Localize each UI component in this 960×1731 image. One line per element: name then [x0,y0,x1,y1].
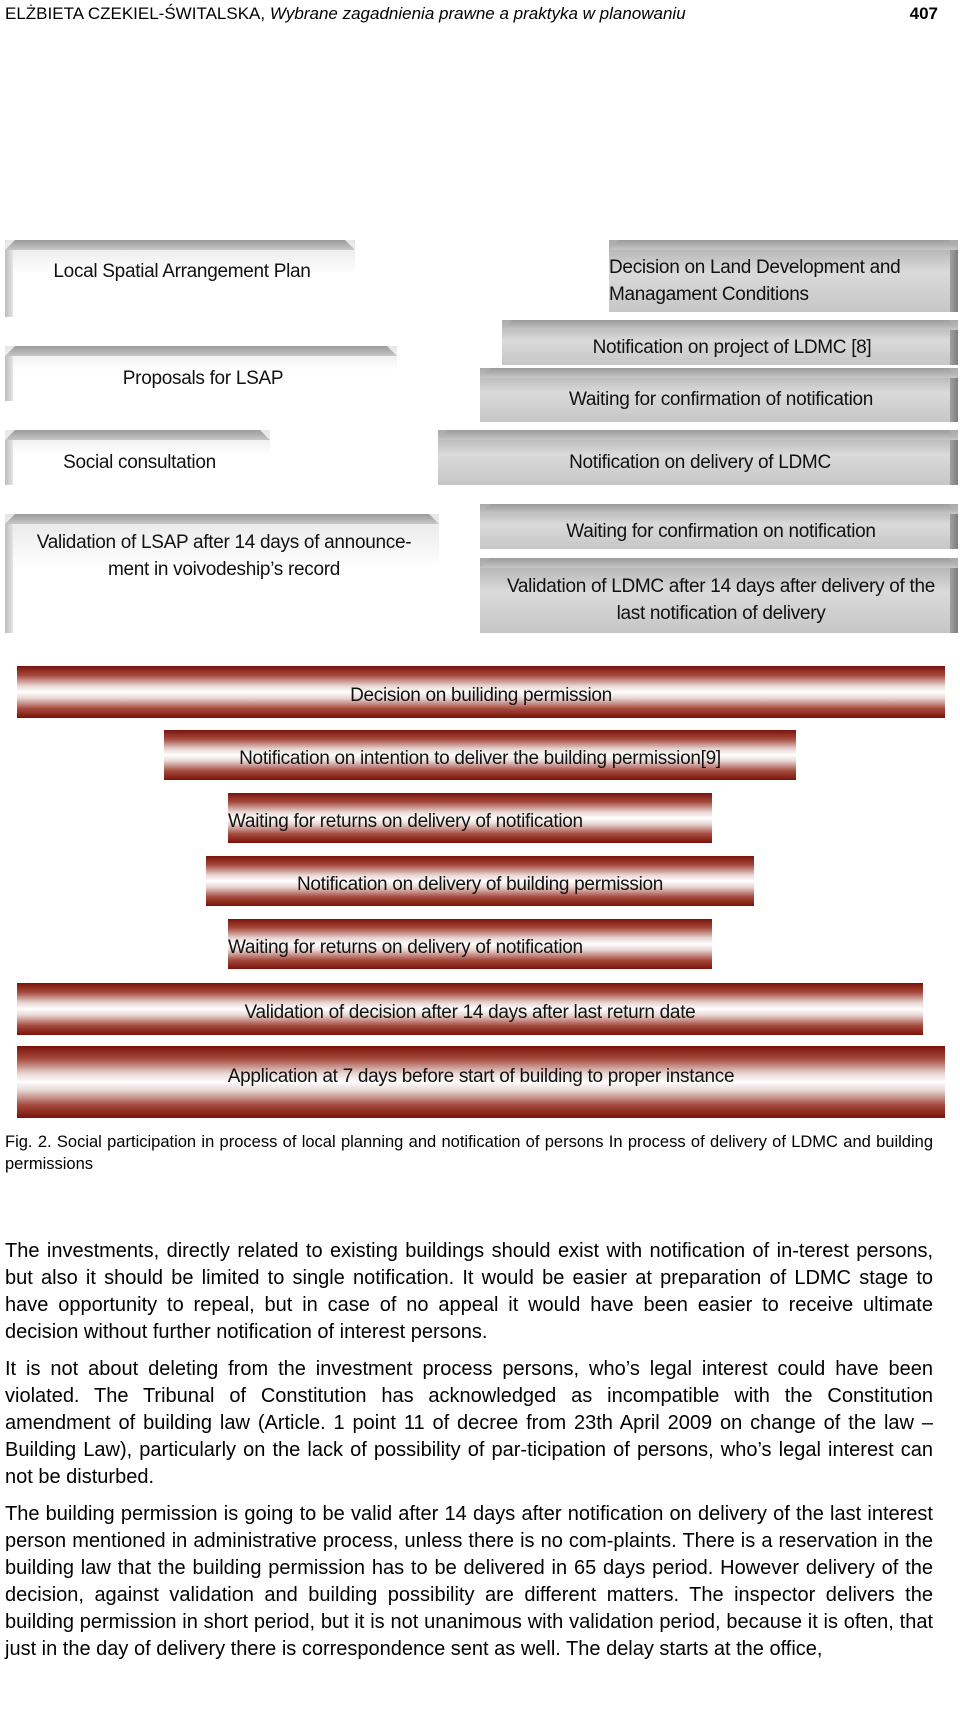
body-text [5,1238,933,1673]
building-step-delivery-notification: Notification on delivery of building permission [206,856,754,906]
author-name: ELŻBIETA CZEKIEL-ŚWITALSKA, [5,4,266,23]
paragraph: The investments, directly related to existing buildings should exist with notification of in-terest persons, but also it should be limited to single notification. It would be easier at preparation of LDMC stage to have opportunity to repeal, but in case of no appeal it would have been easier to receive ultimate decision without further notification of interest persons. [5,1240,933,1343]
ldmc-step-waiting-confirmation: Waiting for confirmation of notification [480,368,958,422]
lsap-step-validation: Validation of LSAP after 14 days of announce-ment in voivodeship’s record [5,514,439,633]
building-step-decision: Decision on builiding permission [17,666,945,718]
building-step-application: Application at 7 days before start of building to proper instance [17,1046,945,1118]
article-title: Wybrane zagadnienia prawne a praktyka w planowaniu [269,4,686,23]
building-step-validation: Validation of decision after 14 days after last return date [17,983,923,1035]
figure-caption: Fig. 2. Social participation in process of local planning and notification of persons In process of delivery of LDMC and building permissions [5,1133,933,1173]
lsap-step-proposals: Proposals for LSAP [5,346,397,401]
lsap-step-plan: Local Spatial Arrangement Plan [5,240,355,317]
paragraph: It is not about deleting from the investment process persons, who’s legal interest could have been violated. The Tribunal of Constitution has acknowledged as incompatible with the Constitution amendment of building law (Article. 1 point 11 of decree from 23th April 2009 on change of the law – Building Law), particularly on the lack of possibility of par-ticipation of persons, who’s legal interest can not be disturbed. [5,1358,933,1488]
paragraph: The building permission is going to be valid after 14 days after notification on delivery of the last interest person mentioned in administrative process, unless there is no com-plaints. There is a reservation in the building law that the building permission has to be delivered in 65 days period. However delivery of the decision, against validation and building possibility are different matters. The inspector delivers the building permission in short period, but it is not unanimous with validation period, because it is often, that just in the day of delivery there is correspondence sent as well. The delay starts at the office, [5,1503,933,1660]
lsap-step-consultation: Social consultation [5,430,270,485]
ldmc-step-waiting-notification: Waiting for confirmation on notification [480,504,958,549]
ldmc-step-decision: Decision on Land Development and Managament Conditions [609,240,958,312]
ldmc-step-validation: Validation of LDMC after 14 days after delivery of the last notification of delivery [480,558,958,633]
building-step-intention-notification: Notification on intention to deliver the building permission[9] [164,730,796,780]
building-step-waiting-returns-1: Waiting for returns on delivery of notification [228,793,712,843]
ldmc-step-project-notification: Notification on project of LDMC [8] [502,320,958,365]
running-head [5,2,938,26]
page-number: 407 [909,4,938,23]
ldmc-step-delivery-notification: Notification on delivery of LDMC [438,430,958,485]
building-step-waiting-returns-2: Waiting for returns on delivery of notification [228,919,712,969]
